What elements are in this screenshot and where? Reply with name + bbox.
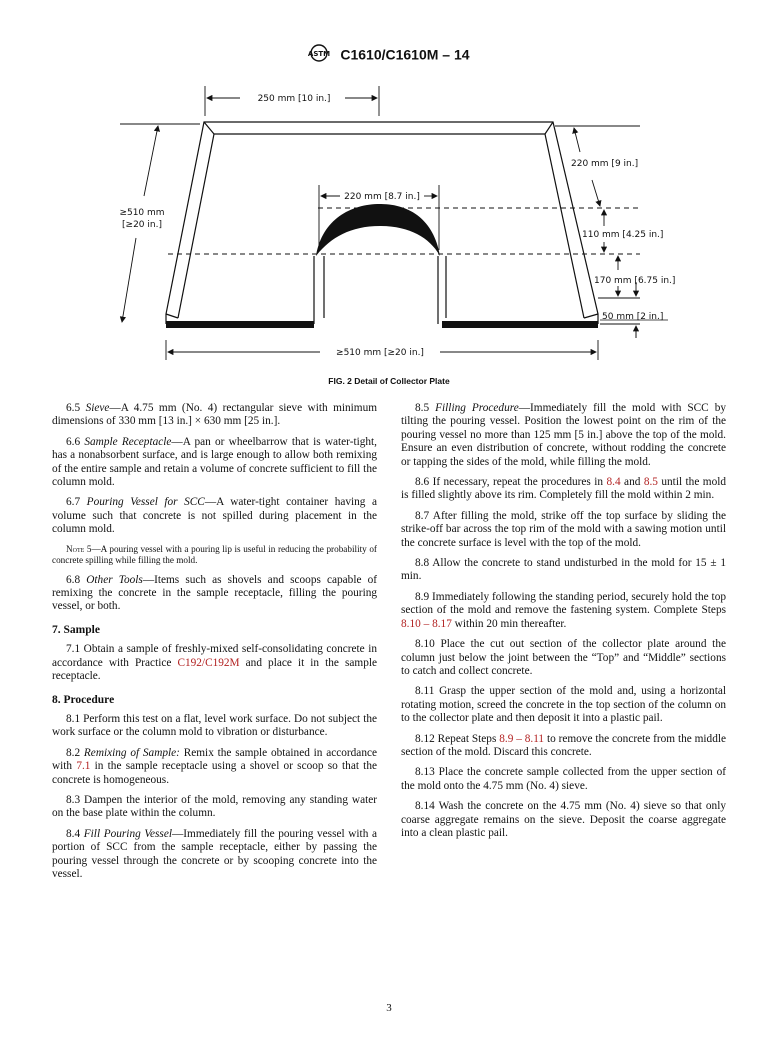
para-8-3: 8.3 Dampen the interior of the mold, removing any standing water on the base plate within the column.	[52, 793, 377, 820]
bottom-bar-right	[442, 321, 598, 328]
dim-left-height-in: [≥20 in.]	[122, 220, 162, 230]
dim-left-height: ≥510 mm	[119, 208, 165, 218]
dim-right-110: 110 mm [4.25 in.]	[582, 230, 664, 240]
standard-designation: C1610/C1610M – 14	[340, 46, 470, 63]
section-7-heading: 7. Sample	[52, 623, 100, 636]
left-column	[52, 402, 377, 888]
para-8-9: 8.9 Immediately following the standing period, securely hold the top section of the mold and remove the fastening system. Complete Steps 8.10 – 8.17 within 20 min thereafter.	[401, 590, 726, 630]
dim-top-width: 250 mm [10 in.]	[257, 94, 331, 104]
figure-caption: FIG. 2 Detail of Collector Plate	[328, 376, 450, 386]
para-8-6: 8.6 If necessary, repeat the procedures in 8.4 and 8.5 until the mold is filled slightly above its rim. Completely fill the mold within 2 min.	[401, 476, 726, 502]
ref-8-10-8-17[interactable]: 8.10 – 8.17	[401, 617, 452, 630]
note-5: Note 5—A pouring vessel with a pouring lip is useful in reducing the probability of concrete spilling while filling the mold.	[52, 543, 377, 566]
svg-text:ASTM: ASTM	[308, 50, 331, 58]
para-8-8: 8.8 Allow the concrete to stand undisturbed in the mold for 15 ± 1 min.	[401, 557, 726, 583]
dim-right-50: 50 mm [2 in.]	[602, 312, 664, 322]
dim-bottom-width: ≥510 mm [≥20 in.]	[336, 348, 424, 358]
para-8-12: 8.12 Repeat Steps 8.9 – 8.11 to remove the concrete from the middle section of the mold. Discard this concrete.	[401, 732, 726, 758]
para-6-6: 6.6 Sample Receptacle—A pan or wheelbarrow that is water-tight, has a nonabsorbent surface, and is large enough to allow both remixing of the entire sample and retain a volume of concrete sufficient to fill the column mold.	[52, 435, 377, 489]
bottom-bar-left	[166, 321, 314, 328]
ref-8-5[interactable]: 8.5	[643, 476, 658, 489]
para-8-10: 8.10 Place the cut out section of the collector plate around the column just below the joint between the “Top” and “Middle” sections to catch and collect concrete.	[401, 638, 726, 677]
section-8-heading: 8. Procedure	[52, 693, 115, 706]
para-8-13: 8.13 Place the concrete sample collected from the upper section of the mold onto the 4.75 mm (No. 4) sieve.	[401, 766, 726, 792]
ref-7-1[interactable]: 7.1	[76, 760, 91, 773]
ref-c192[interactable]: C192/C192M	[177, 656, 240, 669]
para-8-11: 8.11 Grasp the upper section of the mold and, using a horizontal rotating motion, screed the concrete in the top section of the column on to the collector plate and then deposit it into a plastic pail.	[401, 685, 726, 725]
ref-8-9-8-11[interactable]: 8.9 – 8.11	[499, 732, 545, 745]
para-8-5: 8.5 Filling Procedure—Immediately fill the mold with SCC by tilting the pouring vessel. Position the lowest point on the rim of the pouring vessel no more than 125 mm [5 in.] above the top of the mold. Ensure an even distribution of concrete, without rodding the concrete or tapping the sides of the mold, while filling the mold.	[401, 402, 726, 468]
para-8-14: 8.14 Wash the concrete on the 4.75 mm (No. 4) sieve so that only coarse aggregate remains on the sieve. Deposit the coarse aggregate into a clean plastic pail.	[401, 800, 726, 839]
dim-right-220: 220 mm [9 in.]	[571, 159, 639, 169]
ref-8-4[interactable]: 8.4	[606, 476, 621, 489]
para-8-7: 8.7 After filling the mold, strike off the top surface by sliding the strike-off bar across the top rim of the mold with a sawing motion until the concrete surface is level with the top of the mold.	[401, 509, 726, 549]
para-6-8: 6.8 Other Tools—Items such as shovels and scoops capable of remixing the concrete in the sample receptacle, filling the pouring vessel, or both.	[52, 573, 378, 613]
para-8-2: 8.2 Remixing of Sample: Remix the sample obtained in accordance with 7.1 in the sample receptacle using a shovel or scoop so that the concrete is homogeneous.	[52, 746, 377, 786]
para-6-7: 6.7 Pouring Vessel for SCC—A water-tight container having a volume such that concrete is not spilled during placement in the column mold.	[52, 496, 377, 536]
para-6-5: 6.5 Sieve—A 4.75 mm (No. 4) rectangular sieve with minimum dimensions of 330 mm [13 in.] × 630 mm [25 in.].	[52, 402, 378, 428]
astm-logo	[308, 44, 330, 65]
page-number: 3	[386, 1002, 392, 1014]
collector-plate-figure	[0, 70, 778, 370]
para-7-1: 7.1 Obtain a sample of freshly-mixed self-consolidating concrete in accordance with Practice C192/C192M and place it in the sample receptacle.	[52, 643, 377, 683]
para-8-1: 8.1 Perform this test on a flat, level work surface. Do not subject the work surface or the column mold to vibration or disturbance.	[52, 712, 377, 739]
arch-cutout	[316, 204, 440, 256]
page-header	[0, 44, 778, 65]
dim-arch-width: 220 mm [8.7 in.]	[344, 192, 420, 202]
para-8-4: 8.4 Fill Pouring Vessel—Immediately fill the pouring vessel with a portion of SCC from the sample receptacle, either by passing the pouring vessel through the concrete or by scooping concrete into the vessel.	[52, 827, 377, 880]
dim-right-170: 170 mm [6.75 in.]	[594, 276, 676, 286]
right-column	[401, 402, 726, 847]
